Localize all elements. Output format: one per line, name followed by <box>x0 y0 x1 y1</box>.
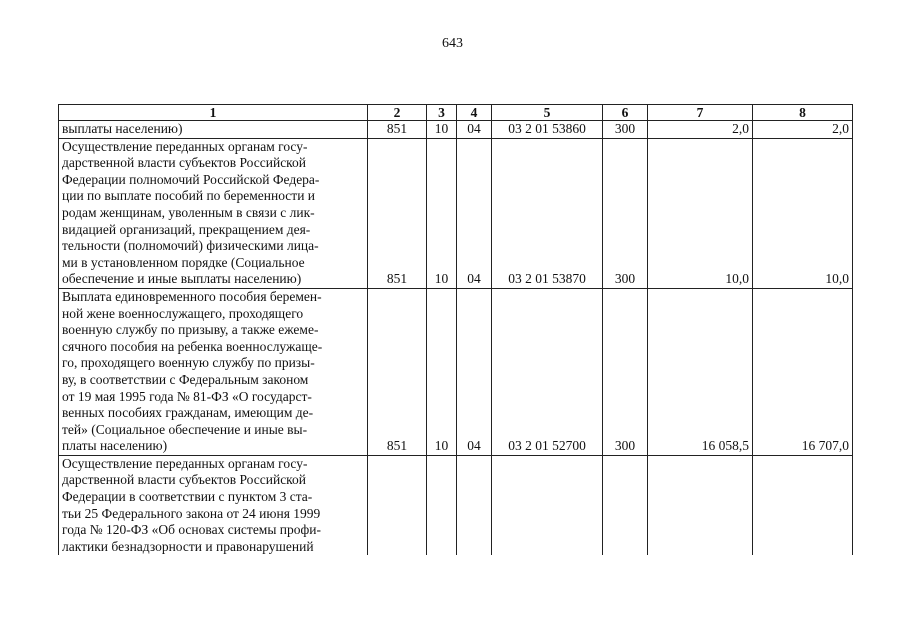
section-cell: 10 <box>427 121 457 139</box>
header-cell: 1 <box>59 105 368 121</box>
header-cell: 2 <box>368 105 427 121</box>
row-description: выплаты населению) <box>59 121 368 139</box>
code-cell: 851 <box>368 121 427 139</box>
subsection-cell: 04 <box>457 138 492 288</box>
amount-cell-8: 10,0 <box>753 138 853 288</box>
subsection-cell <box>457 455 492 555</box>
amount-cell-7 <box>648 455 753 555</box>
header-cell: 5 <box>492 105 603 121</box>
section-cell: 10 <box>427 138 457 288</box>
row-description: Выплата единовременного пособия беремен- ной жене военнослужащего, проходящего военную службу по призыву, а также ежеме- сячного пособия на ребенка военнослужаще- го, проходящего военную службу по призы- ву, в соответствии с Федеральным законом от 19 мая 1995 года № 81-ФЗ «О государст- венных пособиях гражданам, имеющим де- тей» (Социальное обеспечение и иные вы- платы населению) <box>59 288 368 455</box>
header-cell: 7 <box>648 105 753 121</box>
expense-type-cell: 300 <box>603 138 648 288</box>
section-cell: 10 <box>427 288 457 455</box>
target-article-cell <box>492 455 603 555</box>
target-article-cell: 03 2 01 53860 <box>492 121 603 139</box>
table-row <box>59 455 853 555</box>
budget-table <box>58 104 853 555</box>
table-row <box>59 288 853 455</box>
header-cell: 8 <box>753 105 853 121</box>
expense-type-cell: 300 <box>603 288 648 455</box>
page-number: 643 <box>442 36 463 51</box>
expense-type-cell <box>603 455 648 555</box>
expense-type-cell: 300 <box>603 121 648 139</box>
amount-cell-7: 2,0 <box>648 121 753 139</box>
row-description: Осуществление переданных органам госу- дарственной власти субъектов Российской Федерации в соответствии с пунктом 3 ста- тьи 25 Федерального закона от 24 июня 1999 года № 120-ФЗ «Об основах системы профи- лактики безнадзорности и правонарушений <box>59 455 368 555</box>
header-cell: 3 <box>427 105 457 121</box>
amount-cell-7: 10,0 <box>648 138 753 288</box>
amount-cell-8: 2,0 <box>753 121 853 139</box>
code-cell: 851 <box>368 138 427 288</box>
header-row <box>59 105 853 121</box>
amount-cell-7: 16 058,5 <box>648 288 753 455</box>
code-cell <box>368 455 427 555</box>
header-cell: 4 <box>457 105 492 121</box>
amount-cell-8: 16 707,0 <box>753 288 853 455</box>
target-article-cell: 03 2 01 52700 <box>492 288 603 455</box>
code-cell: 851 <box>368 288 427 455</box>
target-article-cell: 03 2 01 53870 <box>492 138 603 288</box>
header-cell: 6 <box>603 105 648 121</box>
table-row <box>59 121 853 139</box>
amount-cell-8 <box>753 455 853 555</box>
table-row <box>59 138 853 288</box>
subsection-cell: 04 <box>457 288 492 455</box>
subsection-cell: 04 <box>457 121 492 139</box>
row-description: Осуществление переданных органам госу- дарственной власти субъектов Российской Федерации полномочий Российской Федера- ции по выплате пособий по беременности и родам женщинам, уволенным в связи с лик- видацией организаций, прекращением дея- тельности (полномочий) физическими лица- ми в установленном порядке (Социальное обеспечение и иные выплаты населению) <box>59 138 368 288</box>
section-cell <box>427 455 457 555</box>
